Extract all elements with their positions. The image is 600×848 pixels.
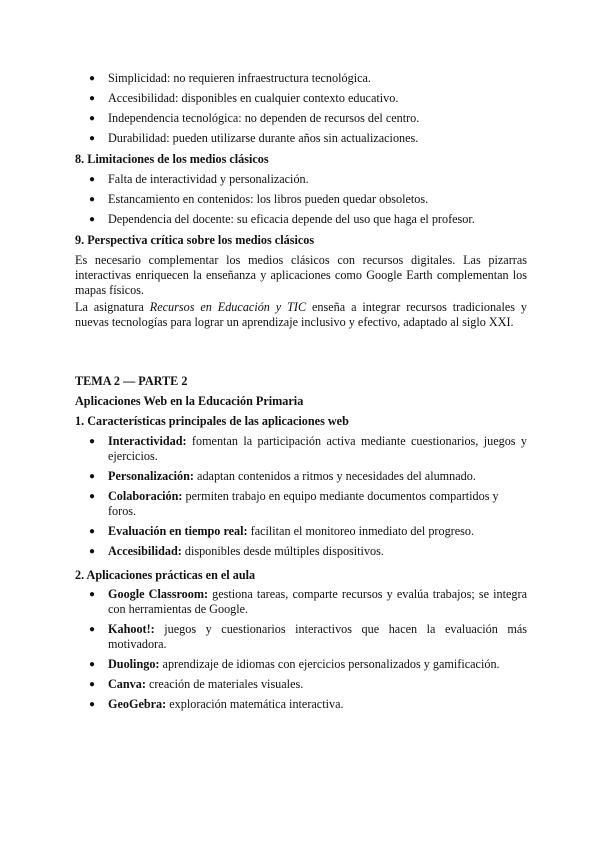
list-item: ● Kahoot!: juegos y cuestionarios interactivos que hacen la evaluación más motivadora. xyxy=(89,622,527,651)
bullet-icon: ● xyxy=(89,491,96,502)
features-list-block xyxy=(75,434,527,564)
list-item: ● Evaluación en tiempo real: facilitan el monitoreo inmediato del progreso. xyxy=(89,524,475,538)
bullet-icon: ● xyxy=(89,214,96,225)
apps-list-block xyxy=(75,587,527,717)
list-item: ● Dependencia del docente: su eficacia depende del uso que haga el profesor. xyxy=(89,212,475,226)
list-item: ● Simplicidad: no requieren infraestructura tecnológica. xyxy=(89,71,371,85)
bullet-icon: ● xyxy=(89,546,96,557)
limitations-list-block xyxy=(75,172,527,232)
bullet-icon: ● xyxy=(89,174,96,185)
bullet-icon: ● xyxy=(89,93,96,104)
heading-critical-perspective: 9. Perspectiva crítica sobre los medios clásicos xyxy=(75,233,315,247)
list-item: ● Canva: creación de materiales visuales. xyxy=(89,677,304,691)
bullet-icon: ● xyxy=(89,194,96,205)
list-item: ● Interactividad: fomentan la participación activa mediante cuestionarios, juegos y ejercicios. xyxy=(89,434,527,463)
bullet-icon: ● xyxy=(89,436,96,447)
bullet-icon: ● xyxy=(89,699,96,710)
bullet-icon: ● xyxy=(89,589,96,600)
bullet-icon: ● xyxy=(89,133,96,144)
list-item: ● Accesibilidad: disponibles en cualquier contexto educativo. xyxy=(89,91,399,105)
list-item: ● Falta de interactividad y personalización. xyxy=(89,172,309,186)
list-item: ● Duolingo: aprendizaje de idiomas con ejercicios personalizados y gamificación. xyxy=(89,657,500,671)
list-item: ● GeoGebra: exploración matemática interactiva. xyxy=(89,697,344,711)
bullet-icon: ● xyxy=(89,659,96,670)
limitations-list xyxy=(75,172,527,227)
page-subtitle: Aplicaciones Web en la Educación Primaria xyxy=(75,394,304,408)
heading-features: 1. Características principales de las aplicaciones web xyxy=(75,414,349,428)
bullet-icon: ● xyxy=(89,73,96,84)
list-item: ● Accesibilidad: disponibles desde múltiples dispositivos. xyxy=(89,544,384,558)
paragraph: Es necesario complementar los medios clásicos con recursos digitales. Las pizarras interactivas enriquecen la enseñanza y aplicaciones como Google Earth complementan los mapas físicos. xyxy=(75,253,527,297)
list-item: ● Personalización: adaptan contenidos a ritmos y necesidades del alumnado. xyxy=(89,469,476,483)
advantages-list xyxy=(75,71,527,146)
heading-limitations: 8. Limitaciones de los medios clásicos xyxy=(75,152,269,166)
list-item: ● Estancamiento en contenidos: los libros pueden quedar obsoletos. xyxy=(89,192,429,206)
list-item: ● Independencia tecnológica: no dependen de recursos del centro. xyxy=(89,111,420,125)
list-item: ● Google Classroom: gestiona tareas, comparte recursos y evalúa trabajos; se integra con herramientas de Google. xyxy=(89,587,527,616)
bullet-icon: ● xyxy=(89,624,96,635)
page-title: TEMA 2 — PARTE 2 xyxy=(75,374,188,388)
advantages-list-block xyxy=(75,71,527,151)
list-item: ● Colaboración: permiten trabajo en equipo mediante documentos compartidos y foros. xyxy=(89,489,499,518)
bullet-icon: ● xyxy=(89,679,96,690)
bullet-icon: ● xyxy=(89,113,96,124)
bullet-icon: ● xyxy=(89,526,96,537)
list-item: ● Durabilidad: pueden utilizarse durante años sin actualizaciones. xyxy=(89,131,419,145)
paragraph: La asignatura Recursos en Educación y TIC enseña a integrar recursos tradicionales y nuevas tecnologías para lograr un aprendizaje inclusivo y efectivo, adaptado al siglo XXI. xyxy=(75,300,527,329)
bullet-icon: ● xyxy=(89,471,96,482)
heading-practical-apps: 2. Aplicaciones prácticas en el aula xyxy=(75,568,256,582)
apps-list xyxy=(75,587,527,712)
features-list xyxy=(75,434,527,559)
